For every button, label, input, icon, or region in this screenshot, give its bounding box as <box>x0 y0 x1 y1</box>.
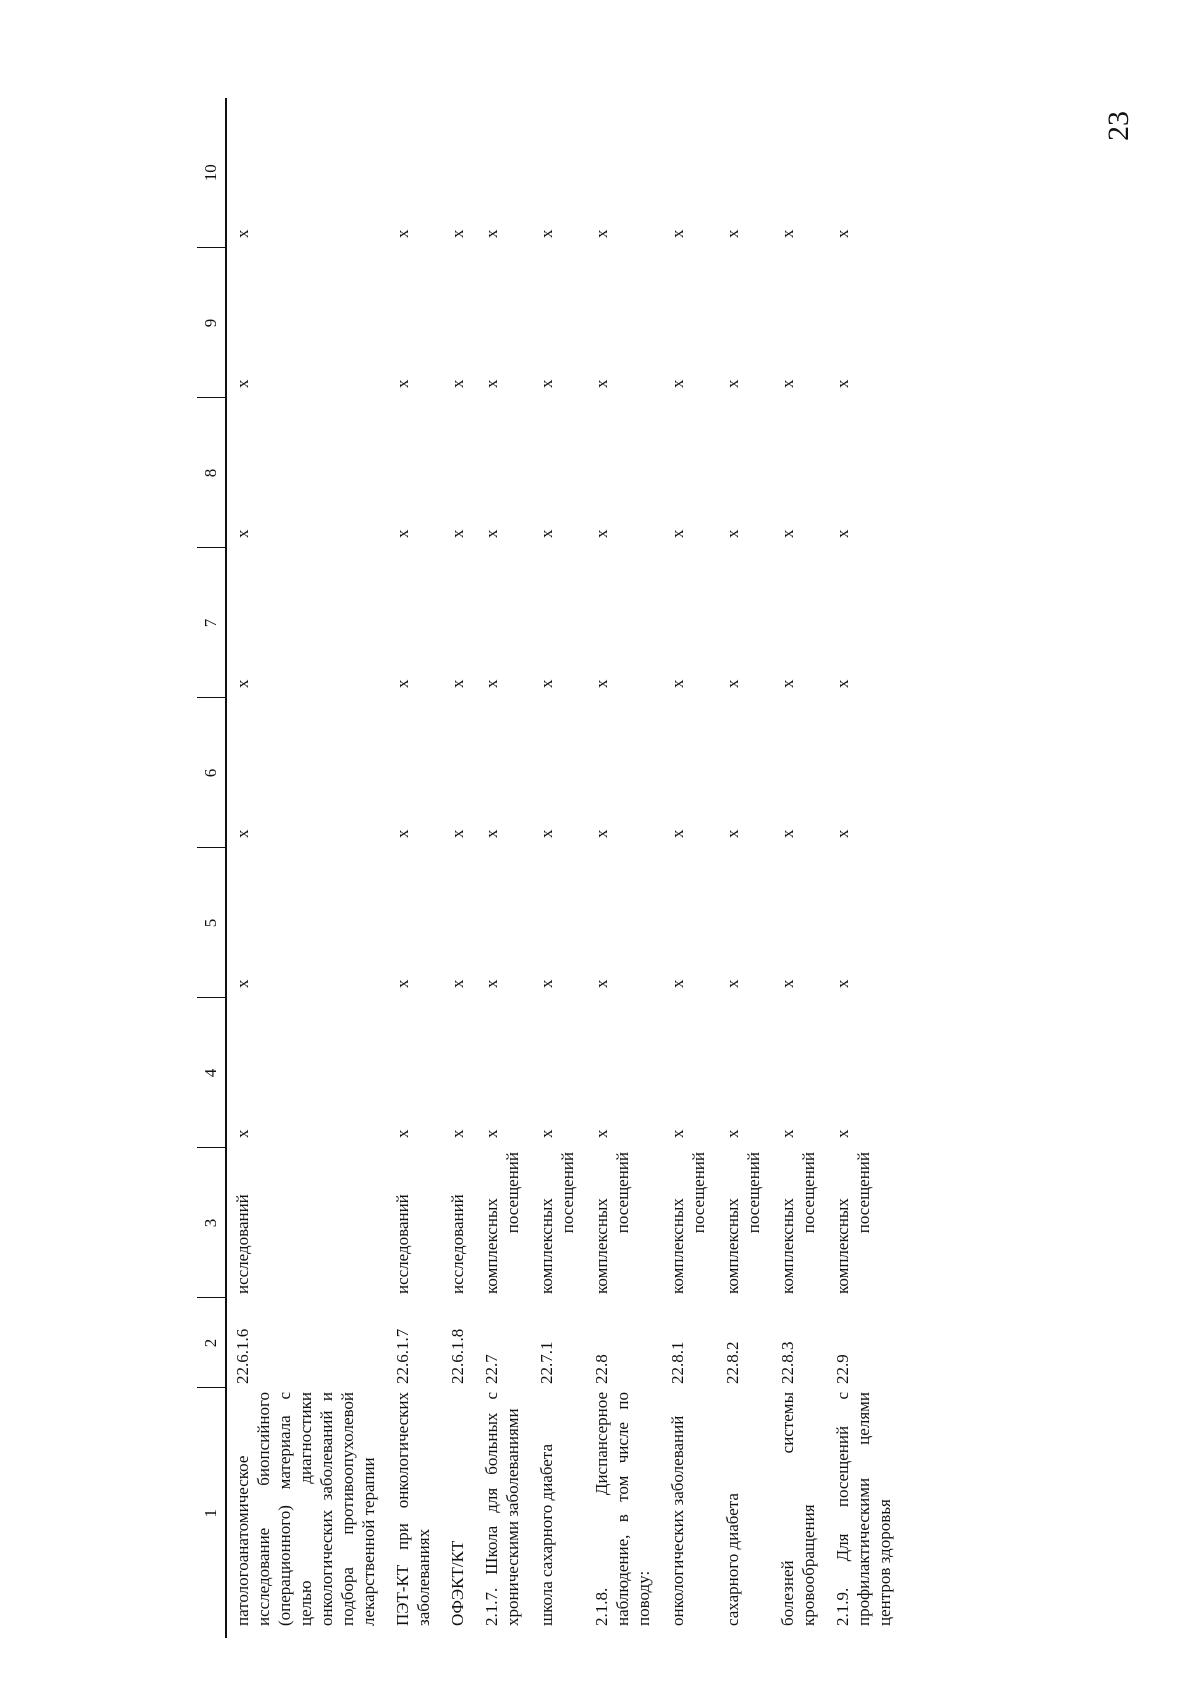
not-applicable-mark: x <box>448 829 467 838</box>
not-applicable-mark: x <box>233 979 252 988</box>
not-applicable-mark: x <box>778 979 797 988</box>
not-applicable-mark: x <box>723 979 742 988</box>
unit-text: исследований <box>448 1194 467 1294</box>
not-applicable-mark: x <box>393 529 412 538</box>
row-name-cell: онкологических заболеваний <box>668 1415 687 1626</box>
row-code-cell: 22.8.3 <box>778 1341 797 1384</box>
not-applicable-mark: x <box>778 679 797 688</box>
not-applicable-mark: x <box>723 229 742 238</box>
row-code-cell: 22.7.1 <box>537 1341 556 1384</box>
table-row <box>717 98 772 1638</box>
column-header: 7 <box>197 548 226 698</box>
unit-text: комплексных <box>723 1198 742 1294</box>
not-applicable-mark: x <box>448 229 467 238</box>
not-applicable-mark: x <box>668 979 687 988</box>
not-applicable-mark: x <box>592 1129 611 1138</box>
row-code-cell: 22.6.1.8 <box>448 1328 467 1384</box>
table-row <box>476 98 531 1638</box>
column-header: 3 <box>197 1148 226 1298</box>
not-applicable-mark: x <box>592 379 611 388</box>
row-code-cell: 22.7 <box>482 1354 501 1384</box>
not-applicable-mark: x <box>833 529 852 538</box>
not-applicable-mark: x <box>482 229 501 238</box>
not-applicable-mark: x <box>233 529 252 538</box>
not-applicable-mark: x <box>592 529 611 538</box>
not-applicable-mark: x <box>668 529 687 538</box>
not-applicable-mark: x <box>668 379 687 388</box>
not-applicable-mark: x <box>448 529 467 538</box>
unit-text: комплексных <box>833 1198 852 1294</box>
not-applicable-mark: x <box>537 679 556 688</box>
not-applicable-mark: x <box>668 229 687 238</box>
not-applicable-mark: x <box>233 379 252 388</box>
not-applicable-mark: x <box>482 679 501 688</box>
column-header: 6 <box>197 698 226 848</box>
not-applicable-mark: x <box>833 229 852 238</box>
row-name-cell: 2.1.7. Школа для больных с хроническими заболеваниями <box>482 1392 522 1626</box>
not-applicable-mark: x <box>482 529 501 538</box>
unit-text-continued: посещений <box>854 1152 873 1234</box>
column-header: 8 <box>197 398 226 548</box>
unit-text: комплексных <box>537 1198 556 1294</box>
data-table <box>197 98 903 1638</box>
unit-text-continued: посещений <box>503 1152 522 1234</box>
not-applicable-mark: x <box>833 1129 852 1138</box>
table-row <box>226 98 387 1638</box>
not-applicable-mark: x <box>833 979 852 988</box>
unit-text-continued: посещений <box>744 1152 763 1234</box>
not-applicable-mark: x <box>393 1129 412 1138</box>
not-applicable-mark: x <box>393 979 412 988</box>
not-applicable-mark: x <box>668 829 687 838</box>
not-applicable-mark: x <box>233 1129 252 1138</box>
unit-text: исследований <box>233 1194 252 1294</box>
row-name-cell: школа сахарного диабета <box>537 1443 556 1626</box>
not-applicable-mark: x <box>448 379 467 388</box>
unit-text-continued: посещений <box>613 1152 632 1234</box>
table-row <box>772 98 827 1638</box>
unit-text-continued: посещений <box>799 1152 818 1234</box>
not-applicable-mark: x <box>233 679 252 688</box>
row-unit-cell <box>226 1148 387 1298</box>
table-body <box>226 98 903 1638</box>
unit-text: комплексных <box>482 1198 501 1294</box>
row-unit-cell <box>531 1148 586 1298</box>
row-name-cell: сахарного диабета <box>723 1493 742 1626</box>
column-header: 5 <box>197 848 226 998</box>
not-applicable-mark: x <box>482 829 501 838</box>
not-applicable-mark: x <box>723 529 742 538</box>
unit-text: комплексных <box>778 1198 797 1294</box>
row-unit-cell <box>586 1148 662 1298</box>
row-code-cell: 22.8 <box>592 1354 611 1384</box>
not-applicable-mark: x <box>778 379 797 388</box>
not-applicable-mark: x <box>833 379 852 388</box>
row-unit-cell <box>827 1148 903 1298</box>
not-applicable-mark: x <box>778 529 797 538</box>
not-applicable-mark: x <box>723 1129 742 1138</box>
table-row <box>387 98 442 1638</box>
not-applicable-mark: x <box>723 829 742 838</box>
row-name-cell: 2.1.8. Диспансерное наблюдение, в том числе по поводу: <box>592 1392 653 1626</box>
column-header: 10 <box>197 98 226 248</box>
row-unit-cell <box>772 1148 827 1298</box>
not-applicable-mark: x <box>833 829 852 838</box>
row-name-cell: ПЭТ-КТ при онкологических заболеваниях <box>393 1392 433 1626</box>
not-applicable-mark: x <box>537 379 556 388</box>
not-applicable-mark: x <box>537 529 556 538</box>
not-applicable-mark: x <box>723 379 742 388</box>
row-code-cell: 22.9 <box>833 1354 852 1384</box>
row-name-cell: ОФЭКТ/КТ <box>448 1540 467 1626</box>
not-applicable-mark: x <box>448 979 467 988</box>
unit-text: комплексных <box>668 1198 687 1294</box>
table-row <box>442 98 476 1638</box>
not-applicable-mark: x <box>723 679 742 688</box>
not-applicable-mark: x <box>537 1129 556 1138</box>
unit-text-continued: посещений <box>689 1152 708 1234</box>
row-name-cell: 2.1.9. Для посещений с профилактическими целями центров здоровья <box>833 1392 894 1626</box>
not-applicable-mark: x <box>592 979 611 988</box>
not-applicable-mark: x <box>393 379 412 388</box>
not-applicable-mark: x <box>592 829 611 838</box>
not-applicable-mark: x <box>393 829 412 838</box>
rotated-table-container <box>197 98 1045 1638</box>
row-unit-cell <box>662 1148 717 1298</box>
row-code-cell: 22.6.1.7 <box>393 1328 412 1384</box>
row-unit-cell <box>717 1148 772 1298</box>
not-applicable-mark: x <box>592 679 611 688</box>
table-header-row <box>197 98 226 1638</box>
column-header: 1 <box>197 1388 226 1638</box>
row-unit-cell <box>476 1148 531 1298</box>
not-applicable-mark: x <box>537 229 556 238</box>
not-applicable-mark: x <box>233 229 252 238</box>
not-applicable-mark: x <box>668 1129 687 1138</box>
not-applicable-mark: x <box>482 1129 501 1138</box>
not-applicable-mark: x <box>778 829 797 838</box>
row-unit-cell <box>442 1148 476 1298</box>
page-number: 23 <box>1102 111 1135 141</box>
table-row <box>586 98 662 1638</box>
not-applicable-mark: x <box>778 1129 797 1138</box>
not-applicable-mark: x <box>833 679 852 688</box>
not-applicable-mark: x <box>448 679 467 688</box>
not-applicable-mark: x <box>668 679 687 688</box>
row-code-cell: 22.6.1.6 <box>233 1328 252 1384</box>
not-applicable-mark: x <box>537 829 556 838</box>
row-unit-cell <box>387 1148 442 1298</box>
column-header: 4 <box>197 998 226 1148</box>
unit-text-continued: посещений <box>558 1152 577 1234</box>
table-row <box>662 98 717 1638</box>
not-applicable-mark: x <box>233 829 252 838</box>
not-applicable-mark: x <box>537 979 556 988</box>
not-applicable-mark: x <box>482 379 501 388</box>
column-header: 9 <box>197 248 226 398</box>
row-name-cell: болезней системы кровообращения <box>778 1392 818 1626</box>
row-code-cell: 22.8.1 <box>668 1341 687 1384</box>
row-code-cell: 22.8.2 <box>723 1341 742 1384</box>
not-applicable-mark: x <box>448 1129 467 1138</box>
not-applicable-mark: x <box>778 229 797 238</box>
column-header: 2 <box>197 1298 226 1388</box>
unit-text: комплексных <box>592 1198 611 1294</box>
not-applicable-mark: x <box>592 229 611 238</box>
row-name-cell: патологоанатомическое исследование биопсийного (операционного) материала с целью диагностики онкологических заболеваний и подбора противоопухолевой лекарственной терапии <box>233 1392 378 1626</box>
table-row <box>531 98 586 1638</box>
not-applicable-mark: x <box>393 229 412 238</box>
unit-text: исследований <box>393 1194 412 1294</box>
not-applicable-mark: x <box>393 679 412 688</box>
not-applicable-mark: x <box>482 979 501 988</box>
table-row <box>827 98 903 1638</box>
